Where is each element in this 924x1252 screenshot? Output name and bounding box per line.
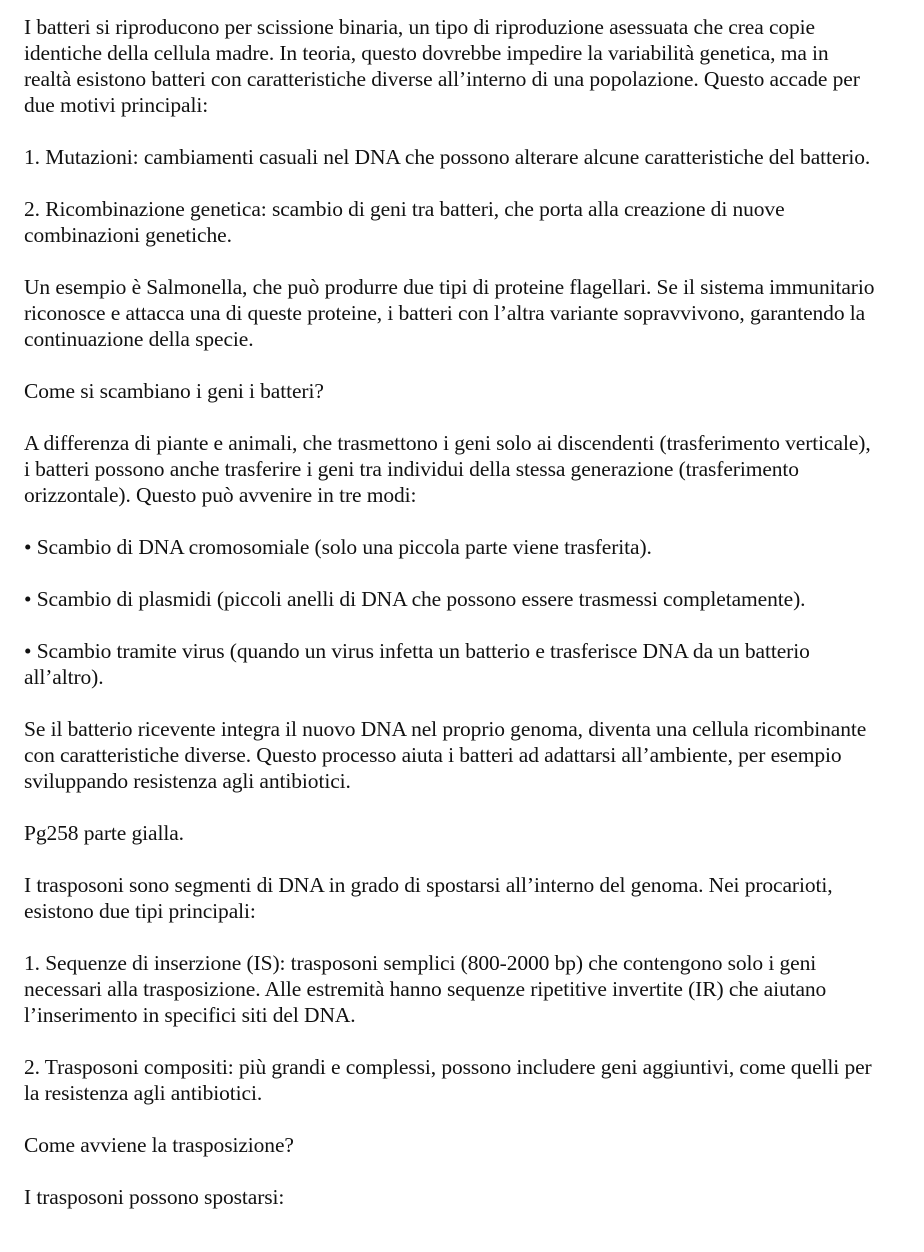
bullet-virus	[24, 638, 924, 690]
text-line: I trasposoni possono spostarsi:	[24, 1185, 285, 1209]
paragraph-transposons-move	[24, 1184, 924, 1210]
text-line: • Scambio di plasmidi (piccoli anelli di DNA che possono essere trasmessi completamente).	[24, 587, 806, 611]
text-line: la resistenza agli antibiotici.	[24, 1081, 263, 1105]
text-line: A differenza di piante e animali, che trasmettono i geni solo ai discendenti (trasferimento verticale),	[24, 431, 871, 455]
text-line: Un esempio è Salmonella, che può produrre due tipi di proteine flagellari. Se il sistema immunitario	[24, 275, 875, 299]
question-gene-exchange	[24, 378, 924, 404]
text-line: Pg258 parte gialla.	[24, 821, 184, 845]
text-line: Come si scambiano i geni i batteri?	[24, 379, 324, 403]
text-line: all’altro).	[24, 665, 104, 689]
text-line: riconosce e attacca una di queste proteine, i batteri con l’altra variante sopravvivono, garantendo la	[24, 301, 866, 325]
text-line: Se il batterio ricevente integra il nuovo DNA nel proprio genoma, diventa una cellula ricombinante	[24, 717, 867, 741]
text-line: identiche della cellula madre. In teoria, questo dovrebbe impedire la variabilità genetica, ma in	[24, 41, 829, 65]
text-line: • Scambio tramite virus (quando un virus infetta un batterio e trasferisce DNA da un batterio	[24, 639, 810, 663]
paragraph-transposons	[24, 872, 924, 924]
list-item-recombination	[24, 196, 924, 248]
bullet-plasmids	[24, 586, 924, 612]
text-line: 2. Trasposoni compositi: più grandi e complessi, possono includere geni aggiuntivi, come quelli per	[24, 1055, 872, 1079]
list-item-insertion-sequences	[24, 950, 924, 1028]
text-line: orizzontale). Questo può avvenire in tre modi:	[24, 483, 417, 507]
text-line: con caratteristiche diverse. Questo processo aiuta i batteri ad adattarsi all’ambiente, per esempio	[24, 743, 842, 767]
text-line: 2. Ricombinazione genetica: scambio di geni tra batteri, che porta alla creazione di nuove	[24, 197, 785, 221]
text-line: esistono due tipi principali:	[24, 899, 256, 923]
text-line: Come avviene la trasposizione?	[24, 1133, 294, 1157]
paragraph-intro	[24, 14, 924, 118]
text-line: combinazioni genetiche.	[24, 223, 232, 247]
paragraph-salmonella	[24, 274, 924, 352]
text-line: i batteri possono anche trasferire i geni tra individui della stessa generazione (trasferimento	[24, 457, 799, 481]
list-item-mutations	[24, 144, 924, 170]
page-reference	[24, 820, 924, 846]
text-line: continuazione della specie.	[24, 327, 254, 351]
text-line: l’inserimento in specifici siti del DNA.	[24, 1003, 356, 1027]
bullet-chromosomal-dna	[24, 534, 924, 560]
document-body	[24, 14, 924, 1236]
text-line: • Scambio di DNA cromosomiale (solo una piccola parte viene trasferita).	[24, 535, 652, 559]
paragraph-horizontal-transfer	[24, 430, 924, 508]
text-line: 1. Mutazioni: cambiamenti casuali nel DNA che possono alterare alcune caratteristiche del batterio.	[24, 145, 871, 169]
text-line: I trasposoni sono segmenti di DNA in grado di spostarsi all’interno del genoma. Nei procarioti,	[24, 873, 833, 897]
text-line: necessari alla trasposizione. Alle estremità hanno sequenze ripetitive invertite (IR) che aiutano	[24, 977, 827, 1001]
question-transposition	[24, 1132, 924, 1158]
list-item-composite-transposons	[24, 1054, 924, 1106]
text-line: sviluppando resistenza agli antibiotici.	[24, 769, 351, 793]
text-line: I batteri si riproducono per scissione binaria, un tipo di riproduzione asessuata che crea copie	[24, 15, 816, 39]
text-line: 1. Sequenze di inserzione (IS): trasposoni semplici (800-2000 bp) che contengono solo i geni	[24, 951, 817, 975]
text-line: realtà esistono batteri con caratteristiche diverse all’interno di una popolazione. Questo accade per	[24, 67, 860, 91]
paragraph-recombinant-cell	[24, 716, 924, 794]
text-line: due motivi principali:	[24, 93, 209, 117]
